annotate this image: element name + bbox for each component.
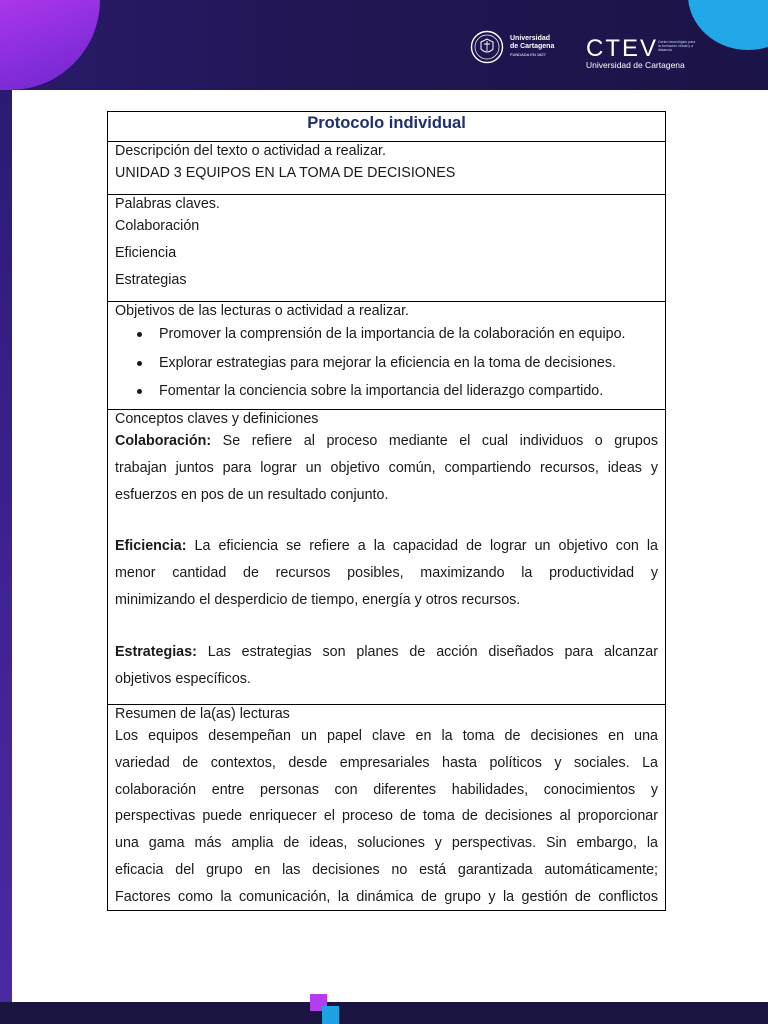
summary-line: Los equipos desempeñan un papel clave en la toma de decisiones en una	[115, 728, 658, 744]
keyword-item: Colaboración	[115, 218, 200, 234]
page-footer	[0, 1002, 768, 1024]
university-seal-icon	[470, 30, 504, 64]
collaboration-term: Colaboración:	[115, 433, 212, 449]
strategies-term: Estrategias:	[115, 643, 197, 660]
protocol-table	[107, 111, 666, 911]
ctev-logo	[586, 35, 696, 70]
strategies-text: Las estrategias son planes de acción diseñados para alcanzar	[207, 643, 658, 660]
objectives-label: Objetivos de las lecturas o actividad a realizar.	[115, 303, 410, 319]
description-value: UNIDAD 3 EQUIPOS EN LA TOMA DE DECISIONES	[115, 165, 456, 181]
decorative-cyan-square	[322, 1006, 339, 1024]
universidad-de-cartagena-logo	[470, 30, 554, 64]
strategies-line	[115, 639, 658, 666]
efficiency-text: La eficiencia se refiere a la capacidad de lograr un objetivo con la	[194, 538, 658, 555]
summary-line: colaboración entre personas con diferentes habilidades, conocimientos y	[115, 781, 658, 798]
summary-line: una gama más amplia de ideas, soluciones y perspectivas. Sin embargo, la	[115, 835, 658, 852]
objective-item: Fomentar la conciencia sobre la importancia del liderazgo compartido.	[159, 377, 658, 406]
concepts-cell	[108, 409, 665, 704]
left-decorative-strip	[0, 90, 12, 1002]
keyword-item: Eficiencia	[115, 244, 177, 261]
efficiency-term: Eficiencia:	[115, 538, 187, 555]
strategies-line: objetivos específicos.	[115, 670, 251, 687]
efficiency-line: menor cantidad de recursos posibles, maximizando la productividad y	[115, 565, 658, 582]
efficiency-line: minimizando el desperdicio de tiempo, energía y otros recursos.	[115, 591, 521, 608]
description-label: Descripción del texto o actividad a realizar.	[115, 143, 386, 159]
summary-label: Resumen de la(as) lecturas	[115, 706, 290, 722]
decorative-cyan-shape	[688, 0, 768, 50]
page-header	[0, 0, 768, 90]
summary-line: Factores como la comunicación, la dinámica de grupo y la gestión de conflictos	[115, 888, 658, 905]
keyword-item: Estrategias	[115, 271, 187, 288]
objective-item: Explorar estrategias para mejorar la eficiencia en la toma de decisiones.	[159, 349, 658, 378]
table-title: Protocolo individual	[307, 114, 466, 132]
university-name-line1: Universidad	[510, 35, 551, 42]
keywords-label: Palabras claves.	[115, 196, 220, 212]
summary-line: perspectivas puede enriquecer el proceso de toma de decisiones al proporcionar	[115, 808, 658, 825]
ctev-tagline: Centro tecnológico para la formación virtual y a distancia	[658, 40, 696, 52]
description-cell	[108, 141, 665, 194]
objectives-list	[115, 320, 658, 406]
summary-line: eficacia del grupo en las decisiones no está garantizada automáticamente;	[115, 861, 658, 878]
summary-line: variedad de contextos, desde empresariales hasta políticos y sociales. La	[115, 754, 658, 771]
objectives-cell	[108, 301, 665, 409]
ctev-subtitle: Universidad de Cartagena	[586, 60, 685, 70]
keywords-cell	[108, 194, 665, 301]
collaboration-text: Se refiere al proceso mediante el cual individuos o grupos	[222, 433, 658, 449]
ctev-acronym: CTEV	[586, 35, 659, 62]
efficiency-line	[115, 533, 658, 560]
summary-cell	[108, 704, 665, 910]
collaboration-line: trabajan juntos para lograr un objetivo común, compartiendo recursos, ideas y	[115, 459, 658, 476]
decorative-purple-shape	[0, 0, 100, 90]
concepts-label: Conceptos claves y definiciones	[115, 411, 319, 427]
objective-item: Promover la comprensión de la importancia de la colaboración en equipo.	[159, 320, 658, 349]
university-tagline: FUNDADA EN 1827	[510, 52, 546, 57]
university-name-line2: de Cartagena	[510, 43, 555, 50]
collaboration-line	[115, 428, 658, 455]
collaboration-line: esfuerzos en pos de un resultado conjunto.	[115, 486, 389, 503]
